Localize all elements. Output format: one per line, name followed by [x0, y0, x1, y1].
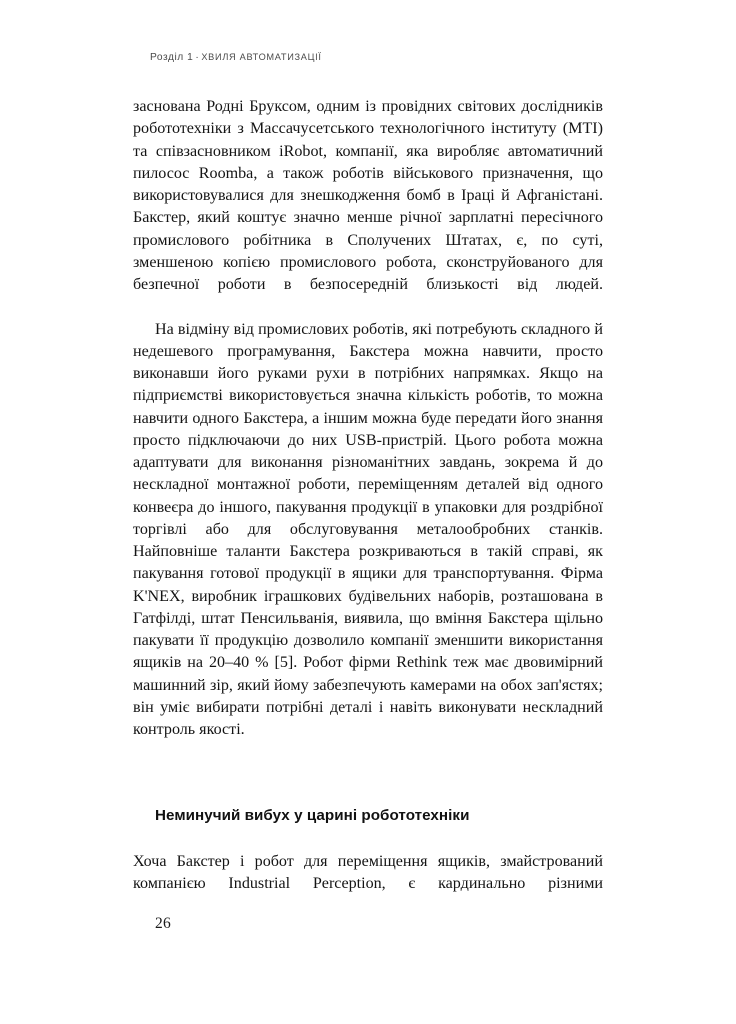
running-header-separator: · — [195, 52, 200, 63]
page-number: 26 — [155, 915, 172, 932]
body-paragraph: заснована Родні Бруксом, одним із провідних світових дослідників робототехніки з Массачусетського технологічного інституту (МТІ) та співзасновником iRobot, компанії, яка виробляє автоматичний пилосос Roomba, а також роботів військового призначення, що використовувалися для знешкодження бомб в Іраці й Афганістані. Бакстер, який коштує значно менше річної зарплатні пересічного промислового робітника в Сполучених Штатах, є, по суті, зменшеною копією промислового робота, сконструйованого для безпечної роботи в безпосередній близькості від людей. — [133, 98, 603, 293]
body-text-column — [133, 96, 603, 741]
running-header — [150, 52, 610, 63]
running-header-title: ХВИЛЯ АВТОМАТИЗАЦІЇ — [201, 52, 322, 62]
section-text-column — [133, 851, 603, 918]
body-paragraph: На відміну від промислових роботів, які потребують складного й недешевого програмування, Бакстера можна навчити, просто виконавши його руками рухи в потрібних напрямках. Якщо на підприємстві використовується значна кількість роботів, то можна навчити одного Бакстера, а іншим можна буде передати його знання просто підключаючи до них USB-пристрій. Цього робота можна адаптувати для виконання різноманітних завдань, зокрема й до нескладної монтажної роботи, переміщенням деталей від одного конвеєра до іншого, пакування продукції в упаковки для роздрібної торгівлі або для обслуговування металообробних станків. Найповніше таланти Бакстера розкриваються в такій справі, як пакування готової продукції в ящики для транспортування. Фірма K'NEX, виробник іграшкових будівельних наборів, розташована в Гатфілді, штат Пенсильванія, виявила, що вміння Бакстера щільно пакувати її продукцію дозволило компанії зменшити використання ящиків на 20–40 % [5]. Робот фірми Rethink теж має двовимірний машинний зір, який йому забезпечують камерами на обох зап'ястях; він уміє вибирати потрібні деталі і навіть виконувати нескладний контроль якості. — [133, 320, 603, 738]
running-header-chapter: Розділ 1 — [150, 52, 194, 63]
body-paragraph: Хоча Бакстер і робот для переміщення ящиків, змайстрований компанією Industrial Perception, є кардинально різними — [133, 853, 603, 893]
section-heading: Неминучий вибух у царині робототехніки — [155, 807, 470, 824]
